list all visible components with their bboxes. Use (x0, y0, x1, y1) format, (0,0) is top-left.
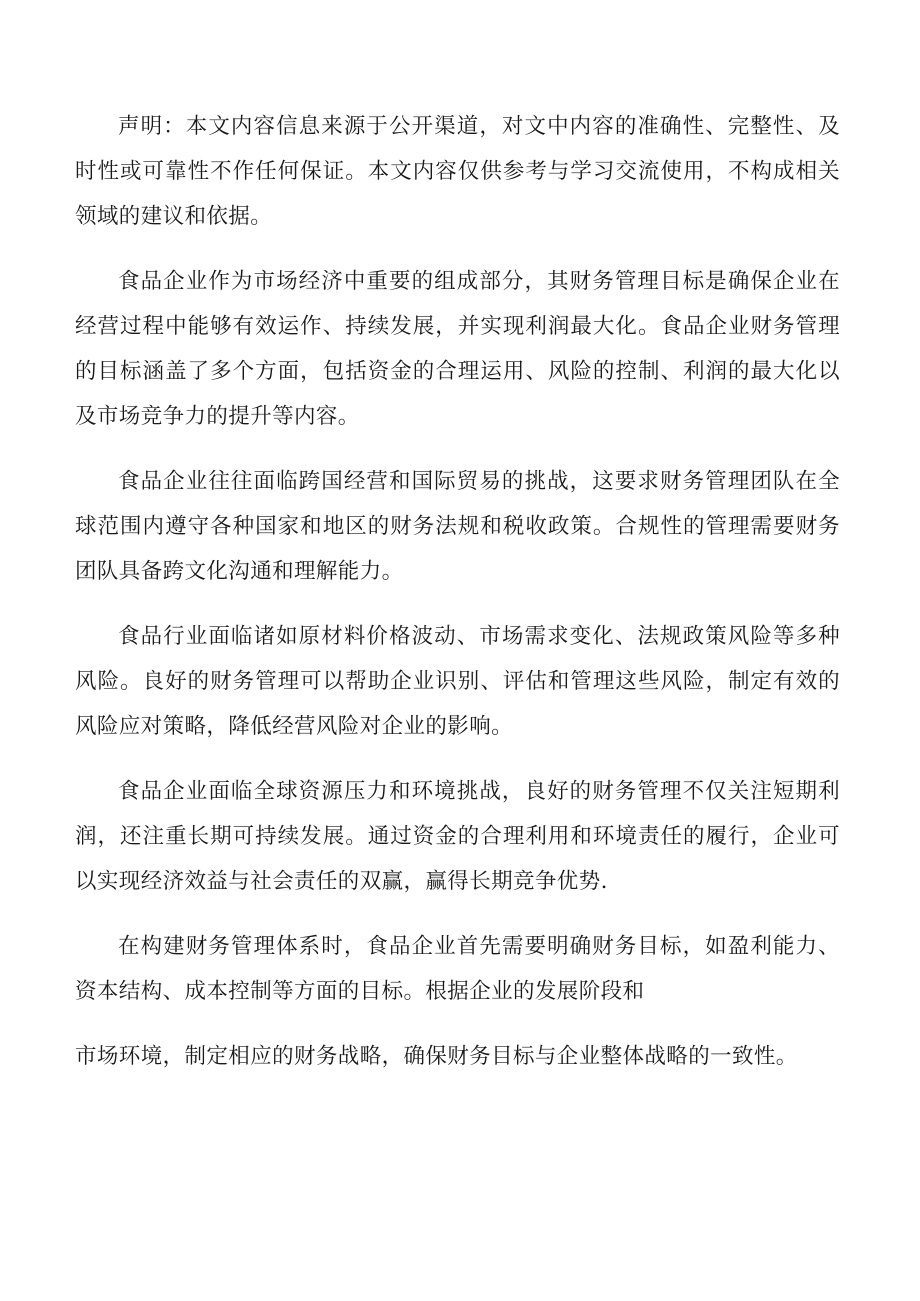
body-paragraph-system-part1: 在构建财务管理体系时，食品企业首先需要明确财务目标，如盈利能力、资本结构、成本控制等方面的目标。根据企业的发展阶段和 (75, 934, 840, 1004)
disclaimer-paragraph: 声明：本文内容信息来源于公开渠道，对文中内容的准确性、完整性、及时性或可靠性不作任何保证。本文内容仅供参考与学习交流使用，不构成相关领域的建议和依据。 (75, 114, 840, 229)
body-paragraph-international: 食品企业往往面临跨国经营和国际贸易的挑战，这要求财务管理团队在全球范围内遵守各种国家和地区的财务法规和税收政策。合规性的管理需要财务团队具备跨文化沟通和理解能力。 (75, 469, 840, 584)
body-paragraph-goals: 食品企业作为市场经济中重要的组成部分，其财务管理目标是确保企业在经营过程中能够有效运作、持续发展，并实现利润最大化。食品企业财务管理的目标涵盖了多个方面，包括资金的合理运用、风险的控制、利润的最大化以及市场竞争力的提升等内容。 (75, 269, 840, 429)
body-paragraph-risk: 食品行业面临诸如原材料价格波动、市场需求变化、法规政策风险等多种风险。良好的财务管理可以帮助企业识别、评估和管理这些风险，制定有效的风险应对策略，降低经营风险对企业的影响。 (75, 624, 840, 739)
document-page (75, 104, 840, 1079)
body-paragraph-system-part2: 市场环境，制定相应的财务战略，确保财务目标与企业整体战略的一致性。 (75, 1044, 798, 1069)
body-paragraph-sustainability: 食品企业面临全球资源压力和环境挑战，良好的财务管理不仅关注短期利润，还注重长期可持续发展。通过资金的合理利用和环境责任的履行，企业可以实现经济效益与社会责任的双赢，赢得长期竞争优势. (75, 779, 840, 894)
